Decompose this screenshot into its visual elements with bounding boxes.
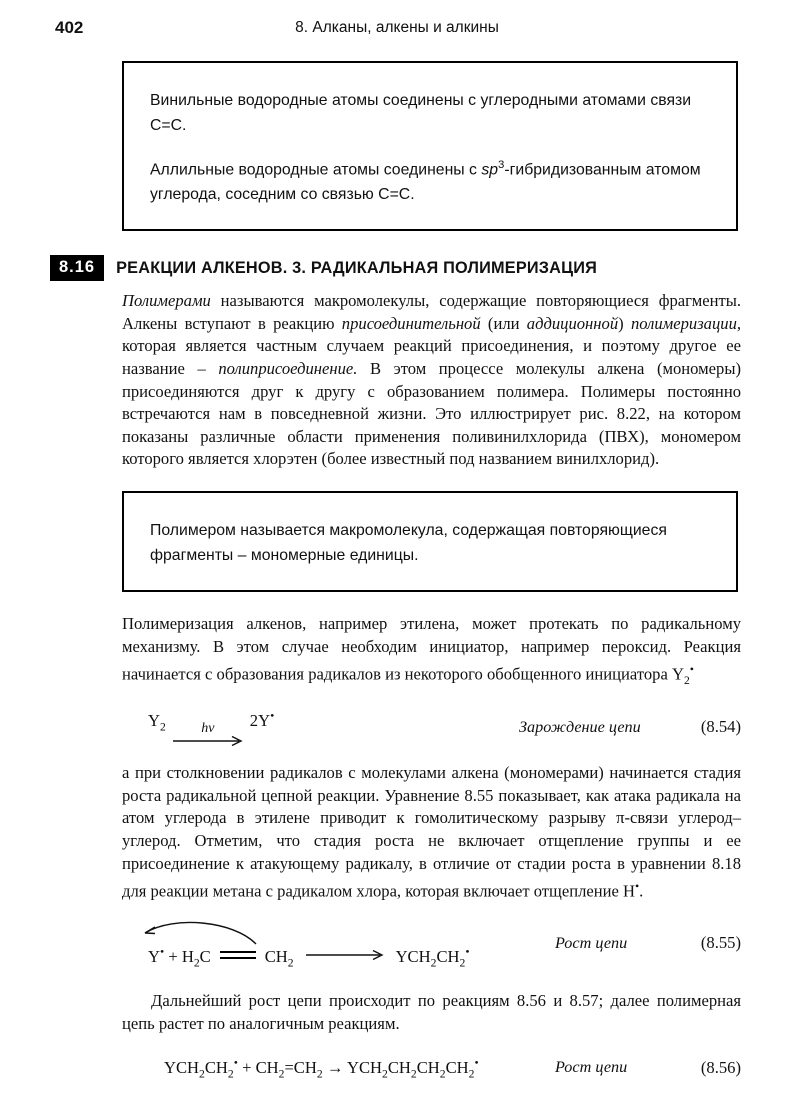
equation-number-8-54: (8.54) <box>700 717 741 737</box>
monomer-right: $CH_2$ <box>264 946 294 970</box>
radical-product: 2Y• <box>249 708 275 731</box>
stage-label-initiation: Зарождение цепи <box>519 717 641 736</box>
paragraph-initiation-intro: Полимеризация алкенов, например этилена, может протекать по радикальному механизму. В этом случае необходим инициатор, например пероксид. Реакция начинается с образования радикалов из некоторого обобщенного инициатора $Y_2^•$ <box>122 614 741 688</box>
right-arrow-icon <box>173 735 243 746</box>
paragraph-further-growth: Дальнейший рост цепи происходит по реакциям 8.56 и 8.57; далее полимерная цепь растет по аналогичным реакциям. <box>122 991 741 1033</box>
chapter-running-title: 8. Алканы, алкены и алкины <box>295 19 499 36</box>
initiator-reactant: $Y_2$ <box>148 711 166 734</box>
section-title: РЕАКЦИИ АЛКЕНОВ. 3. РАДИКАЛЬНАЯ ПОЛИМЕРИЗАЦИЯ <box>116 258 598 277</box>
hv-arrow-label: hν <box>201 721 215 737</box>
paragraph-polymers-intro: Полимерами называются макромолекулы, содержащие повторяющиеся фрагменты. Алкены вступают в реакцию присоединительной (или аддиционной) полимеризации, которая является частным случаем реакций присоединения, и поэтому другое ее название – полиприсоединение. В этом процессе молекулы алкена (мономеры) присоединяются друг к другу с образованием полимера. Полимеры постоянно встречаются нам в повседневной жизни. Это иллюстрирует рис. 8.22, на котором показаны различные области применения поливинилхлорида (ПВХ), мономером которого является хлорэтен (более известный под названием винилхлорид). <box>122 291 742 469</box>
stage-label-growth1: Рост цепи <box>555 933 628 952</box>
allyl-hydrogens-rule: Аллильные водородные атомы соединены с $sp^3$-гибридизованным атомом углерода, соседним со связью C=C. <box>150 159 701 204</box>
definition-box-hydrogens <box>122 61 738 231</box>
definition-box-polymer <box>122 491 738 592</box>
curved-electron-arrow-icon <box>130 918 262 946</box>
paragraph-propagation: а при столкновении радикалов с молекулами алкена (мономерами) начинается стадия роста радикальной цепной реакции. Уравнение 8.55 показывает, как атака радикала на атом углерода в этилене приводит к гомолитическому разрыву π-связи углерод–углерод. Отметим, что стадия роста не включает отщепление группы и ее присоединение к атакующему радикалу, в отличие от стадии роста в уравнении 8.18 для реакции метана с радикалом хлора, которая включает отщепление H•. <box>122 763 741 901</box>
equation-8-54-formula <box>122 709 519 747</box>
chain-growth-formula: $YCH_2CH_2^• + CH_2=CH_2 \to YCH_2CH_2CH_2CH_2^•$ <box>164 1055 479 1081</box>
reaction-arrow-icon <box>306 945 384 965</box>
stage-label-growth2: Рост цепи <box>555 1058 628 1077</box>
equation-number-8-56: (8.56) <box>700 1057 741 1077</box>
double-bond-icon <box>220 951 256 959</box>
section-heading <box>50 255 794 281</box>
equation-8-55-formula <box>122 917 555 969</box>
page-header <box>0 0 794 44</box>
section-number-badge: 8.16 <box>50 255 104 281</box>
vinyl-hydrogens-rule: Винильные водородные атомы соединены с углеродными атомами связи C=C. <box>150 92 692 134</box>
equation-8-55 <box>122 917 741 969</box>
hv-reaction-arrow <box>173 722 243 746</box>
radical-plus-monomer-left: $Y^• + H_2C$ <box>148 944 211 970</box>
growing-chain-product: $YCH_2CH_2^•$ <box>395 944 470 970</box>
page-number: 402 <box>55 18 84 37</box>
polymer-definition: Полимером называется макромолекула, содержащая повторяющиеся фрагменты – мономерные единицы. <box>150 522 667 565</box>
equation-number-8-55: (8.55) <box>700 933 741 953</box>
equation-8-54 <box>122 709 741 747</box>
equation-8-56 <box>122 1055 741 1080</box>
equation-8-56-formula <box>122 1055 555 1080</box>
